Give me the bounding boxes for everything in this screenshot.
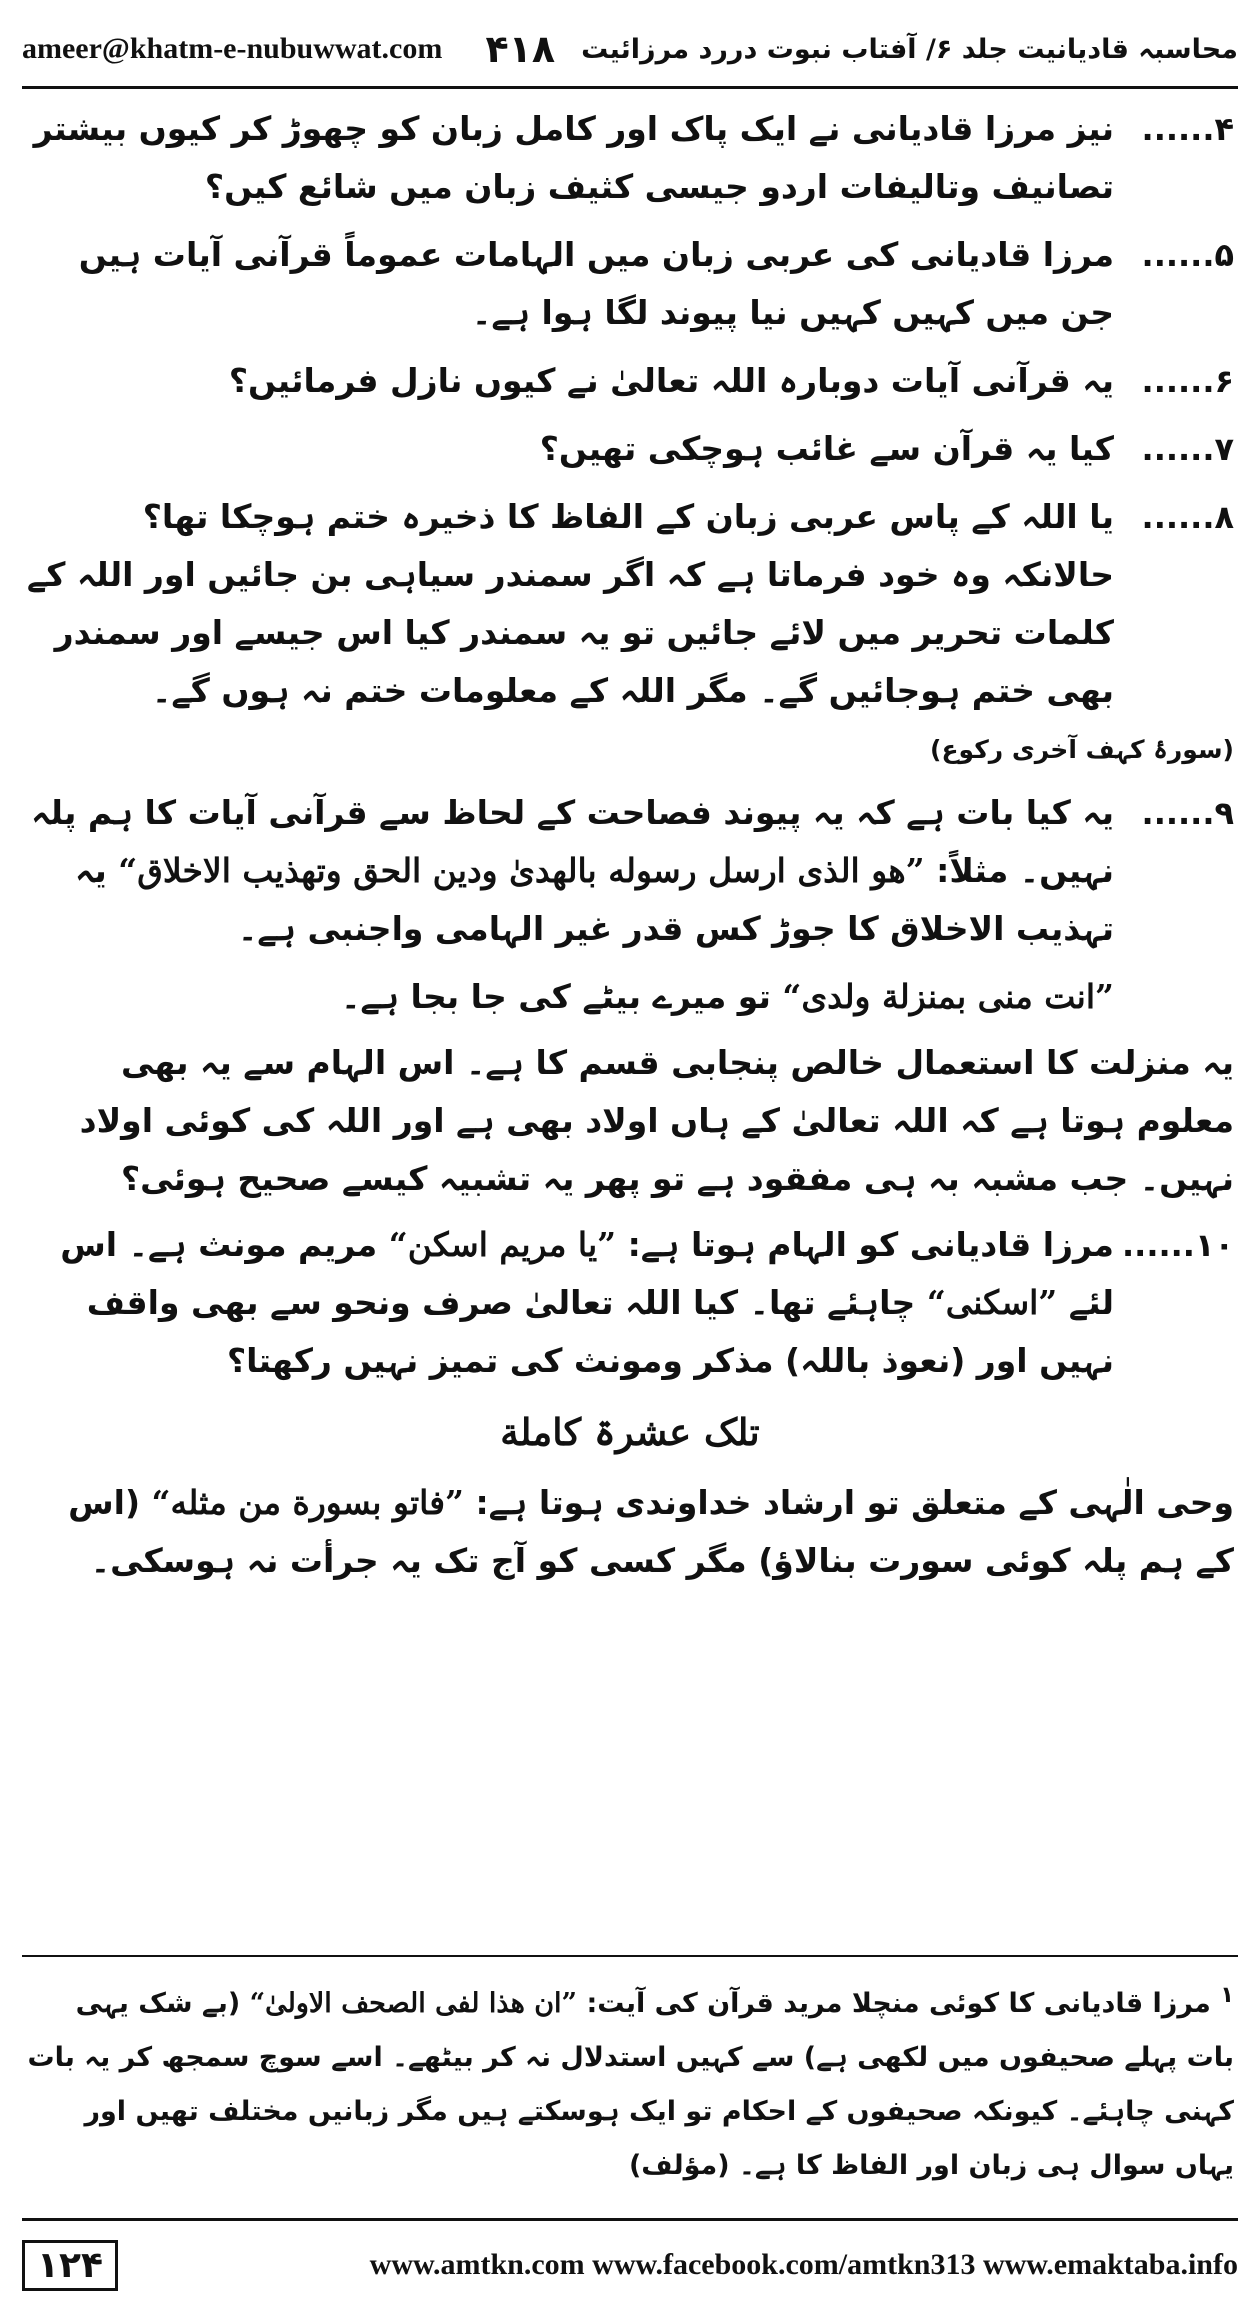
item-number: ۸...... [1141,498,1234,536]
item10-end: چاہئے تھا۔ کیا اللہ تعالیٰ صرف ونحو سے بھی واقف نہیں اور (نعوذ باللہ) مذکر ومونث کی تمیز نہیں رکھتا؟ [86,1283,1114,1380]
item-number: ۵...... [1141,236,1234,274]
footer-links[interactable]: www.amtkn.com www.facebook.com/amtkn313 www.emaktaba.info [369,2248,1238,2281]
question-item-10 [26,1216,1234,1390]
arabic-quote: ”ھو الذی ارسل رسوله بالهدیٰ ودین الحق وتهذیب الاخلاق“ [118,851,925,890]
item-number: ۱۰...... [1122,1226,1234,1264]
question-item [26,352,1234,410]
item-number: ۴...... [1141,110,1234,148]
footnote-marker: ۱ [1220,1982,1234,2008]
wahi-end: (اس کے ہم پلہ کوئی سورت بنالاؤ) مگر کسی کو آج تک یہ جرأت نہ ہوسکی۔ [68,1483,1234,1580]
question-item [26,226,1234,342]
anta-minni-paragraph [26,968,1234,1026]
arabic-quote: ”فاتو بسورة من مثله“ [151,1483,464,1522]
item-number: ۶...... [1141,362,1234,400]
item-text: کیا یہ قرآن سے غائب ہوچکی تھیں؟ [539,429,1114,468]
sheet-number: ۱۲۴ [22,2240,118,2291]
arabic-quote: ”یا مریم اسکن“ [388,1225,617,1264]
item10-intro: مرزا قادیانی کو الہام ہوتا ہے: [627,1225,1114,1264]
arabic-quote: ”ان هذا لفی الصحف الاولیٰ“ [249,1988,578,2019]
header-title: محاسبہ قادیانیت جلد ۶/ آفتاب نبوت دررد مرزائیت [581,33,1238,65]
arabic-quote: ”اسکنی“ [926,1283,1058,1322]
footnote-intro: مرزا قادیانی کا کوئی منچلا مرید قرآن کی آیت: [586,1988,1211,2019]
section-heading: تلک عشرۃ کاملة [500,1410,760,1454]
item-text: نیز مرزا قادیانی نے ایک پاک اور کامل زبان کو چھوڑ کر کیوں بیشتر تصانیف وتالیفات اردو جیسی کثیف زبان میں شائع کیں؟ [33,109,1114,206]
wahi-paragraph [26,1474,1234,1590]
arabic-quote: ”انت منی بمنزلة ولدی“ [782,977,1114,1016]
question-item-9 [26,784,1234,958]
surah-kahf-reference: (سورۂ کہف آخری رکوع) [930,735,1234,764]
footnote-signature: (مؤلف) [628,2150,730,2181]
anta-minni-text: تو میرے بیٹے کی جا بجا ہے۔ [341,977,771,1016]
item-text: مرزا قادیانی کی عربی زبان میں الہامات عموماً قرآنی آیات ہیں جن میں کہیں کہیں نیا پیوند لگا ہوا ہے۔ [78,235,1114,332]
item-number: ۷...... [1141,430,1234,468]
question-item [26,100,1234,216]
page-content [26,100,1234,1940]
footnote [26,1968,1234,2193]
item9-intro: یہ کیا بات ہے کہ یہ پیوند فصاحت کے لحاظ سے قرآنی آیات کا ہم پلہ نہیں۔ مثلاً: [31,793,1114,890]
page-header [22,20,1238,78]
item9-comment: یہ تہذیب الاخلاق کا جوڑ کس قدر غیر الہامی واجنبی ہے۔ [75,851,1114,948]
wahi-intro: وحی الٰہی کے متعلق تو ارشاد خداوندی ہوتا ہے: [475,1483,1234,1522]
bottom-rule [22,2218,1238,2221]
item-text: یا اللہ کے پاس عربی زبان کے الفاظ کا ذخیرہ ختم ہوچکا تھا؟ حالانکہ وہ خود فرماتا ہے کہ اگر سمندر سیاہی بن جائیں اور اللہ کے کلمات تحریر میں لائے جائیں تو یہ سمندر کیا اس جیسے اور سمندر بھی ختم ہوجائیں گے۔ مگر اللہ کے معلومات ختم نہ ہوں گے۔ [26,497,1114,710]
header-rule [22,86,1238,89]
footnote-text: (بے شک یہی بات پہلے صحیفوں میں لکھی ہے) سے کہیں استدلال نہ کر بیٹھے۔ اسے سوچ سمجھ کر یہ بات کہنی چاہئے۔ کیونکہ صحیفوں کے احکام تو ایک ہوسکتے ہیں مگر زبانیں مختلف تھیں اور یہاں سوال ہی زبان اور الفاظ کا ہے۔ [27,1988,1234,2181]
item-text: یہ قرآنی آیات دوبارہ اللہ تعالیٰ نے کیوں نازل فرمائیں؟ [228,361,1114,400]
header-email[interactable]: ameer@khatm-e-nubuwwat.com [22,32,443,65]
header-right [485,27,1238,71]
item-number: ۹...... [1141,794,1234,832]
page-footer [22,2230,1238,2300]
item10-middle: مریم مونث ہے۔ اس لئے [60,1225,1114,1322]
question-item [26,488,1234,720]
item-text [26,784,1114,958]
manzilat-paragraph: یہ منزلت کا استعمال خالص پنجابی قسم کا ہے۔ اس الہام سے یہ بھی معلوم ہوتا ہے کہ اللہ تعالیٰ کے ہاں اولاد بھی ہے اور اللہ کی کوئی اولاد نہیں۔ جب مشبہ بہ ہی مفقود ہے تو پھر یہ تشبیہ کیسے صحیح ہوئی؟ [79,1043,1234,1198]
page-number: ۴۱۸ [485,27,556,71]
footnote-rule [22,1955,1238,1957]
item-text [26,1216,1114,1390]
question-item [26,420,1234,478]
